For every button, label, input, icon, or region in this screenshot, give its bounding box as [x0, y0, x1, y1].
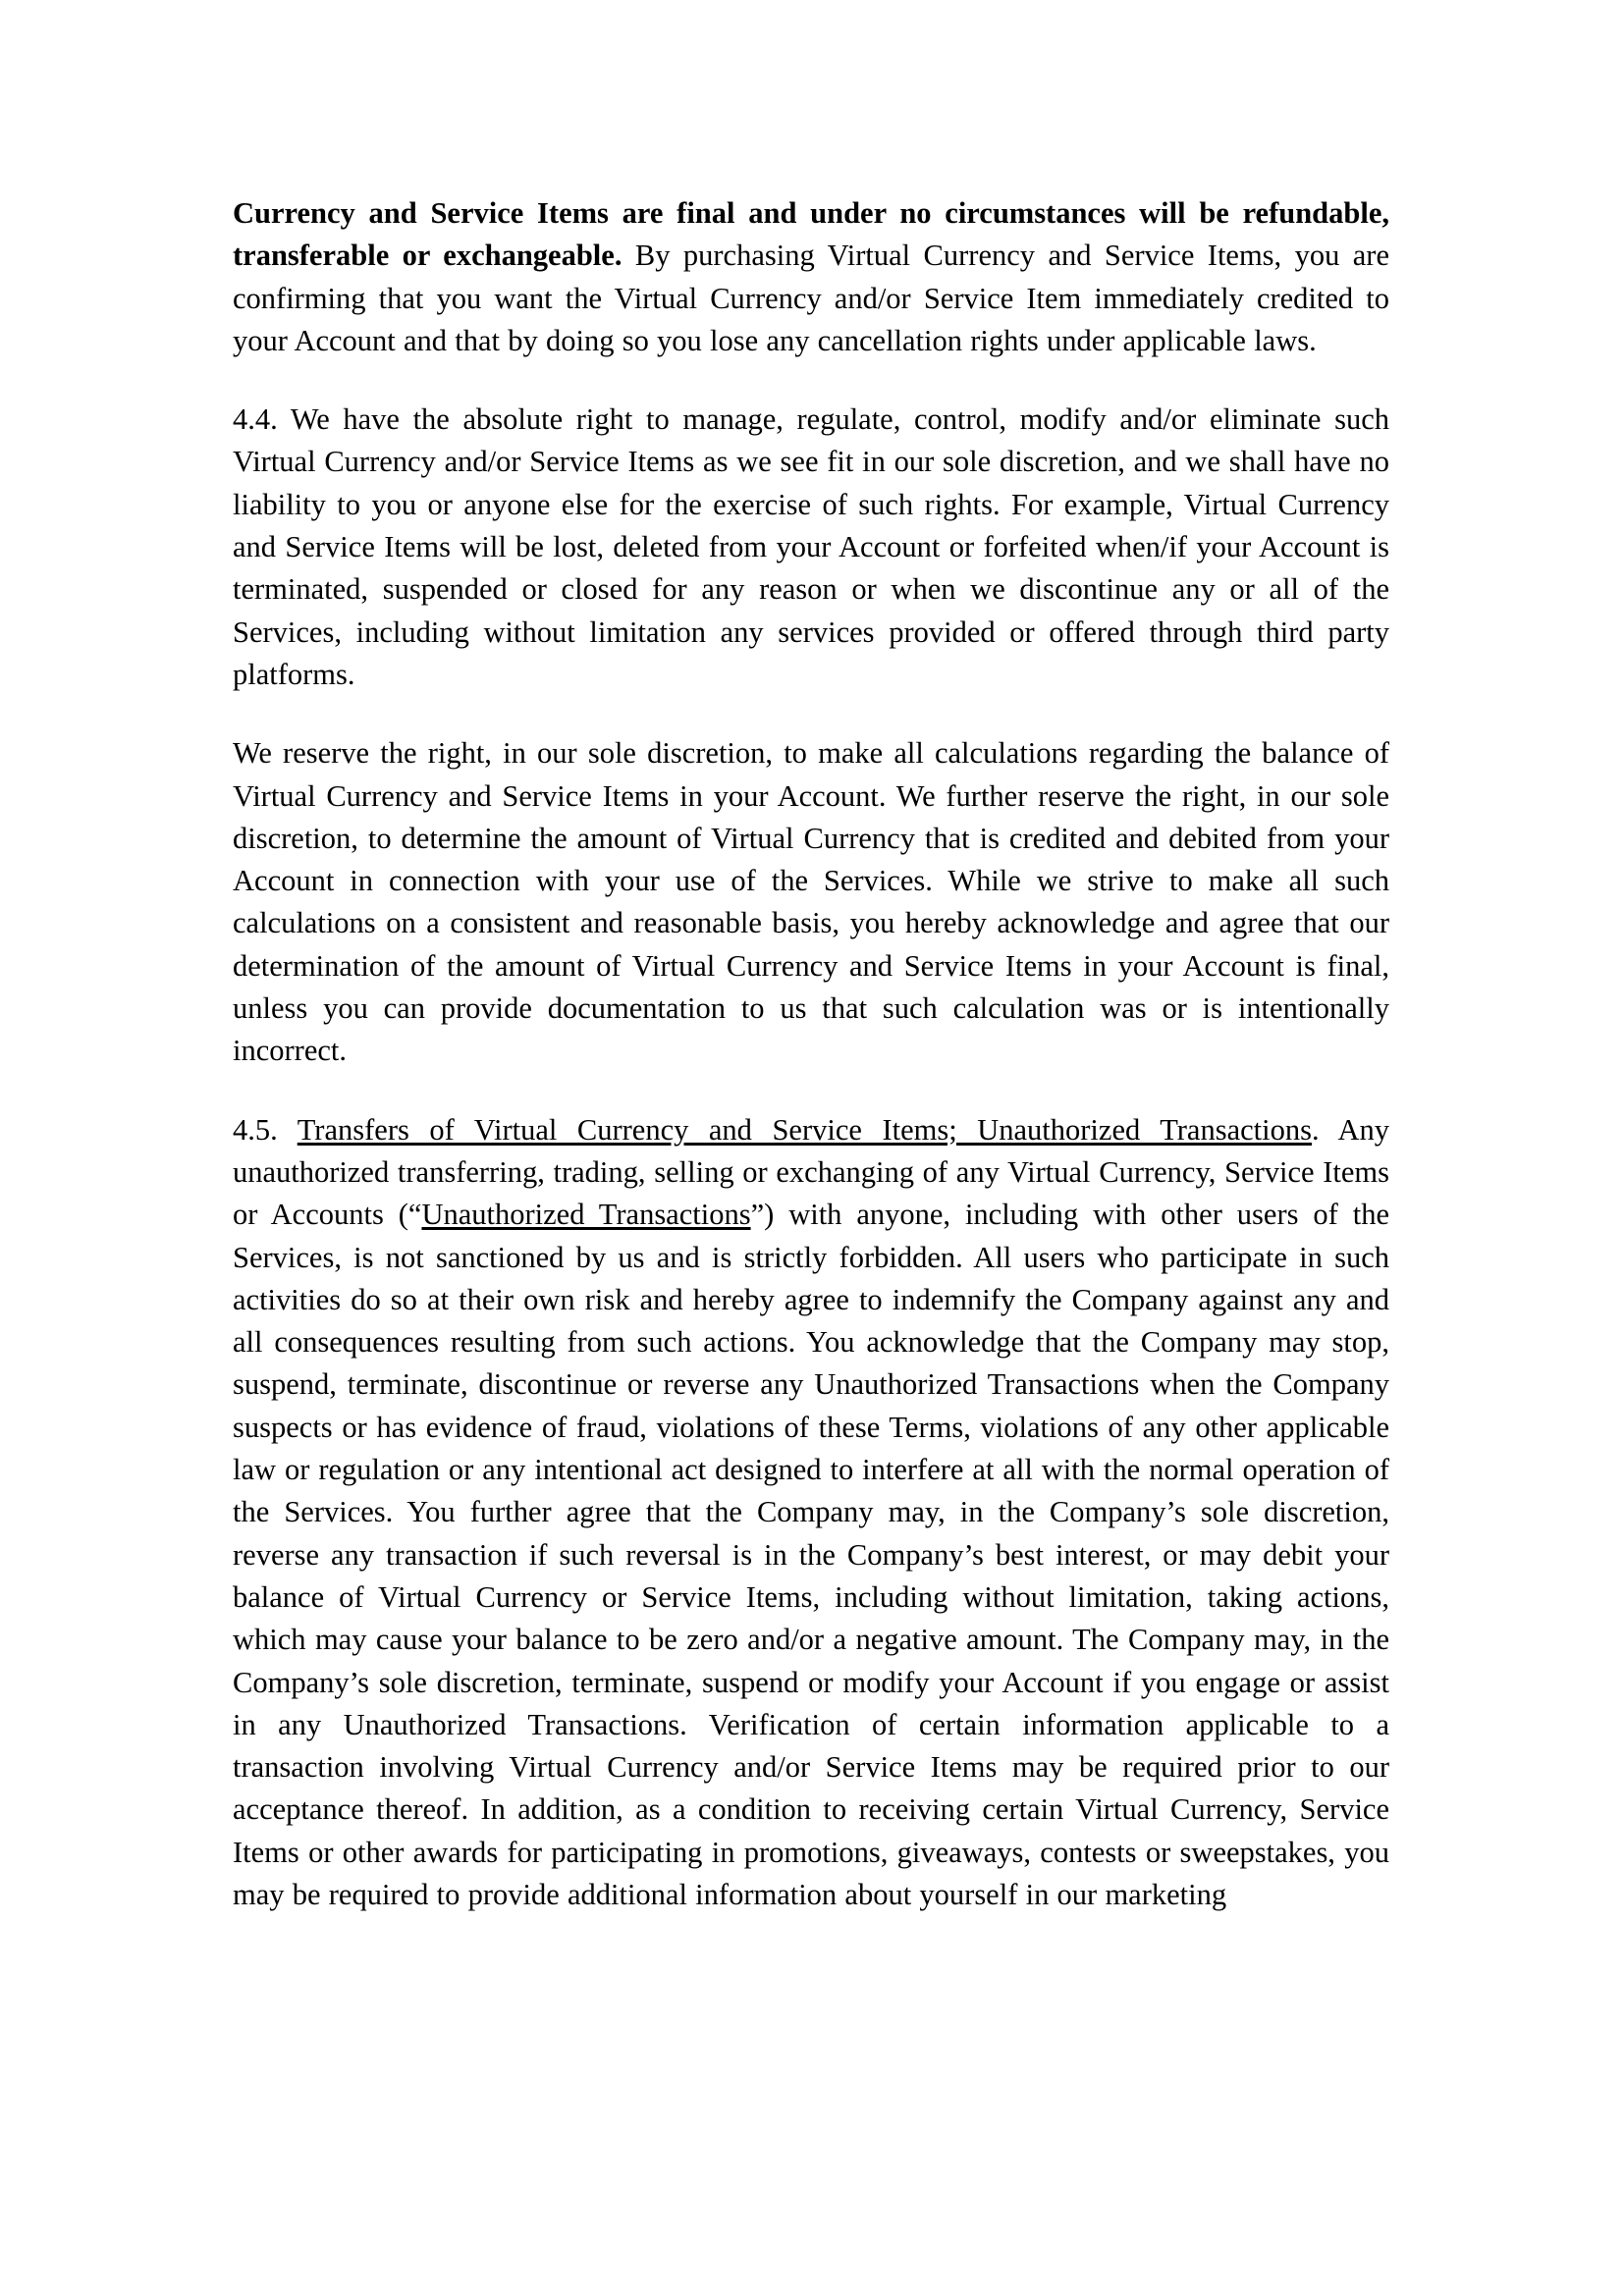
paragraph-4-5	[233, 1109, 1389, 1917]
clause-number: 4.5.	[233, 1112, 298, 1147]
document-body	[233, 192, 1389, 1916]
paragraph-text: . Any unauthorized transferring, trading, selling or exchanging of any Virtual Currency, Service Items or Accounts (“	[233, 1112, 1389, 1232]
paragraph-text: By purchasing Virtual Currency and Service Items, you are confirming that you want the Virtual Currency and/or Service Item immediately credited to your Account and that by doing so you lose any cancellation rights under applicable laws.	[233, 239, 1389, 357]
paragraph-text: We reserve the right, in our sole discretion, to make all calculations regarding the balance of Virtual Currency and Service Items in your Account. We further reserve the right, in our sole discretion, to determine the amount of Virtual Currency that is credited and debited from your Account in connection with your use of the Services. While we strive to make all such calculations on a consistent and reasonable basis, you hereby acknowledge and agree that our determination of the amount of Virtual Currency and Service Items in your Account is final, unless you can provide documentation to us that such calculation was or is intentionally incorrect.	[233, 736, 1389, 1068]
clause-heading-underlined: Transfers of Virtual Currency and Service Items; Unauthorized Transactions	[297, 1112, 1312, 1147]
paragraph-virtual-currency-final	[233, 192, 1389, 362]
paragraph-text-continued: ”) with anyone, including with other users of the Services, is not sanctioned by us and is strictly forbidden. All users who participate in such activities do so at their own risk and hereby agree to indemnify the Company against any and all consequences resulting from such actions. You acknowledge that the Company may stop, suspend, terminate, discontinue or reverse any Unauthorized Transactions when the Company suspects or has evidence of fraud, violations of these Terms, violations of any other applicable law or regulation or any intentional act designed to interfere at all with the normal operation of the Services. You further agree that the Company may, in the Company’s sole discretion, reverse any transaction if such reversal is in the Company’s best interest, or may debit your balance of Virtual Currency or Service Items, including without limitation, taking actions, which may cause your balance to be zero and/or a negative amount. The Company may, in the Company’s sole discretion, terminate, suspend or modify your Account if you engage or assist in any Unauthorized Transactions. Verification of certain information applicable to a transaction involving Virtual Currency and/or Service Items may be required prior to our acceptance thereof. In addition, as a condition to receiving certain Virtual Currency, Service Items or other awards for participating in promotions, giveaways, contests or sweepstakes, you may be required to provide additional information about yourself in our marketing	[233, 1198, 1389, 1911]
paragraph-calculations	[233, 732, 1389, 1072]
bold-lead-in: Currency and Service Items are final and under no circumstances will be refundable, transferable or exchangeable.	[233, 196, 1389, 273]
paragraph-4-4	[233, 399, 1389, 696]
defined-term-unauthorized-transactions: Unauthorized Transactions	[421, 1198, 751, 1232]
paragraph-text: 4.4. We have the absolute right to manage, regulate, control, modify and/or eliminate such Virtual Currency and/or Service Items as we see fit in our sole discretion, and we shall have no liability to you or anyone else for the exercise of such rights. For example, Virtual Currency and Service Items will be lost, deleted from your Account or forfeited when/if your Account is terminated, suspended or closed for any reason or when we discontinue any or all of the Services, including without limitation any services provided or offered through third party platforms.	[233, 402, 1389, 691]
